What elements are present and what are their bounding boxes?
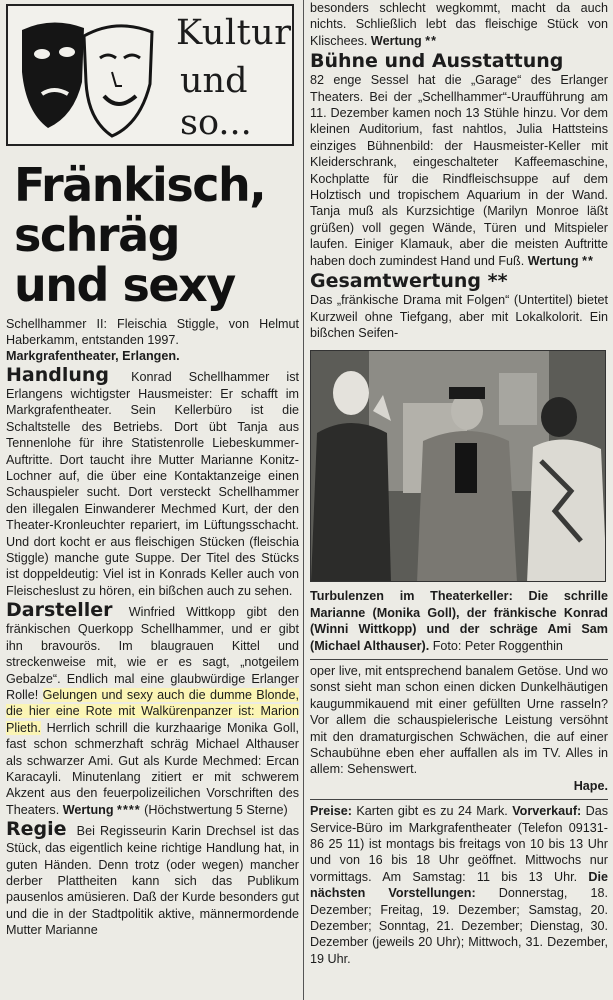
- author-signature: Hape.: [573, 778, 608, 793]
- info-rule: [310, 799, 608, 800]
- darsteller-highlighted-text: Gelungen und sexy auch die dumme Blonde, die hier eine Rote mit Walkürenpanzer ist: Marion Plieth.: [6, 687, 300, 735]
- info-box: [310, 803, 608, 967]
- byline: Schellhammer II: Fleischia Stiggle, von Helmut Haberkamm, entstanden 1997.: [6, 317, 299, 347]
- vorstellungen-text: Donnerstag, 18. Dezember; Freitag, 19. Dezember; Samstag, 20. Dezember; Sonntag, 21. Dezember; Dienstag, 30. Dezember (jeweils 20 Uhr); Mittwoch, 31. Dezember, 19 Uhr.: [310, 886, 608, 966]
- theater-masks-icon: [12, 12, 162, 140]
- darsteller-wertung-label: Wertung: [62, 802, 114, 817]
- venue: Markgrafentheater, Erlangen.: [6, 349, 180, 363]
- headline: [14, 160, 299, 310]
- gesamt-text: Das „fränkische Drama mit Folgen“ (Untertitel) bietet Kurzweil ohne Tiefgang, aber mit Lokalkolorit. Ein bißchen Seifen-: [310, 293, 608, 340]
- section-regie: [6, 818, 299, 938]
- darsteller-heading: Darsteller: [6, 599, 113, 622]
- darsteller-text-b: Herrlich schrill die kurzhaarige Monika Goll, fast schon schmerzhaft schräg Michael Althauser als schwarzer Ami. Gut als Kurde Mechmed: Ercan Karacayli. Minutenlang zitiert er mit schwerem Akzent aus den feuerpolizeilichen Vorschriften des Theaters.: [6, 720, 300, 817]
- headline-line-1: Fränkisch,: [14, 158, 266, 212]
- buehne-wertung-label: Wertung: [527, 253, 579, 268]
- section-buehne: [310, 72, 608, 269]
- preise-text: Karten gibt es zu 24 Mark.: [356, 804, 508, 819]
- buehne-wertung-stars: **: [582, 253, 594, 268]
- gesamt-stars: **: [487, 270, 508, 293]
- preise-label: Preise:: [310, 804, 353, 819]
- regie-cont-text: besonders schlecht wegkommt, macht da auch nichts. Schließlich lebt das fleischige Stück von Klischees.: [310, 1, 608, 48]
- buehne-heading: Bühne und Ausstattung: [310, 50, 564, 73]
- section-darsteller: [6, 599, 299, 818]
- regie-wertung-stars: **: [425, 33, 438, 48]
- handlung-heading: Handlung: [6, 364, 110, 386]
- vorverkauf-text: Das Service-Büro im Markgrafentheater (Telefon 09131-86 25 11) ist montags bis freitags von 10 bis 13 Uhr und von 16 bis 18 Uhr geöffnet. Mittwochs nur vormittags. Am Samstag: 11 bis 13 Uhr.: [310, 804, 609, 884]
- left-column: [6, 4, 299, 996]
- darsteller-wertung-stars: ****: [117, 802, 141, 817]
- vorverkauf-label: Vorverkauf:: [512, 804, 582, 819]
- darsteller-text-a: Winfried Wittkopp gibt den fränkischen Querkopp Schellhammer, und er gibt ihn bravourös. Im blaugrauen Kittel und streckenweise mit, wie er es sagt, „notgeilem Gebalze“. Endlich mal eine glaubwürdige Erlanger Rolle!: [6, 605, 300, 702]
- right-column: [310, 0, 608, 996]
- regie-wertung-label: Wertung: [370, 33, 422, 48]
- caption-rule: [310, 659, 608, 660]
- vorstellungen-label: Die nächsten Vorstellungen:: [310, 869, 609, 901]
- section-handlung: [6, 364, 299, 599]
- gesamt-continued: oper live, mit entsprechend banalem Getöse. Und wo sonst sieht man schon einen dicken Dunkelhäutigen kaugummikauend mit einer gefüllten Urne rasseln? Vor allem die schauspielerische Leistung versöhnt mit den dramaturgischen Schwächen, die auf einer Schaubühne eben eher auffallen als im TV. Alles in allem: Sehenswert.: [310, 663, 608, 777]
- regie-heading: Regie: [6, 818, 67, 841]
- headline-line-2: schräg: [14, 208, 180, 262]
- photo-scene-image: [311, 351, 606, 582]
- gesamt-heading: Gesamtwertung: [310, 270, 482, 293]
- gesamt-heading-row: [310, 270, 608, 292]
- regie-continued: [310, 0, 608, 49]
- section-masthead: [6, 4, 294, 146]
- masthead-und-so: und so...: [180, 61, 252, 143]
- buehne-text: 82 enge Sessel hat die „Garage“ des Erlanger Theaters. Bei der „Schellhammer“-Uraufführung am 11. Dezember kamen noch 13 Stühle hinzu. Vor dem kleinen Auditorium, fast nahtlos, Julia Hattsteins einziges Bühnenbild: der Hausmeister-Keller mit Kleiderschrank, eingeschalteter Kaffeemaschine, Kochplatte für die Rindfleischsuppe auf dem Holztisch und tropischem Aquarium in der Wand. Tanja muß als Kurzsichtige (Marilyn Monroe läßt grüßen) voll gegen Wände, Türen und Mitspieler laufen. Einiger Klamauk, aber die meisten Auftritte haben doch zumindest Hand und Fuß.: [310, 73, 608, 268]
- regie-text: Bei Regisseurin Karin Drechsel ist das Stück, das eigentlich keine richtige Handlung hat, in guten Händen. Denn trotz (oder wegen) mancher derber Plattheiten kann sich das Publikum pausenlos amüsieren. Daß der Kurde besonders gut und die in der Stadtpolitik aktive, männermordende Mutter Marianne: [6, 824, 300, 938]
- photo-caption-text: Turbulenzen im Theaterkeller: Die schrille Marianne (Monika Goll), der fränkische Konrad (Winni Wittkopp) und der schräge Ami Sam (Michael Althauser).: [310, 589, 608, 653]
- theater-photo: [310, 350, 606, 582]
- darsteller-wertung-note: (Höchstwertung 5 Sterne): [144, 802, 288, 817]
- photo-credit: Foto: Peter Roggenthin: [432, 638, 563, 653]
- column-divider: [303, 0, 304, 1000]
- masthead-kultur: Kultur: [176, 13, 292, 53]
- photo-caption: [310, 588, 608, 654]
- handlung-text: Konrad Schellhammer ist Erlangens wichtigster Hausmeister: Er schafft im Markgrafentheater. Sein Kellerbüro ist die Schaltstelle des Betriebs. Dort übt Tanja aus Tennenlohe für ihre Statistenrolle Liebeskummer-Auftritte. Dort taucht ihre Mutter Marianne Konitz-Lochner auf, die über eine Kontaktanzeige einen Schauspieler sucht. Dort versteckt Schellhammer den illegalen Einwanderer Mechmed Kurt, der den Theater-Kronleuchter repariert, im Lüftungsschacht. Und dort kocht er aus fleischigen Stücken (fleischia Stiggle) manche gute Suppe. Der Titel des Stücks ist doppeldeutig: Viel ist in Konrads Keller auch von Fleischeslust zu hören, ein bißchen auch zu sehen.: [6, 370, 299, 598]
- headline-line-3: und sexy: [14, 258, 235, 312]
